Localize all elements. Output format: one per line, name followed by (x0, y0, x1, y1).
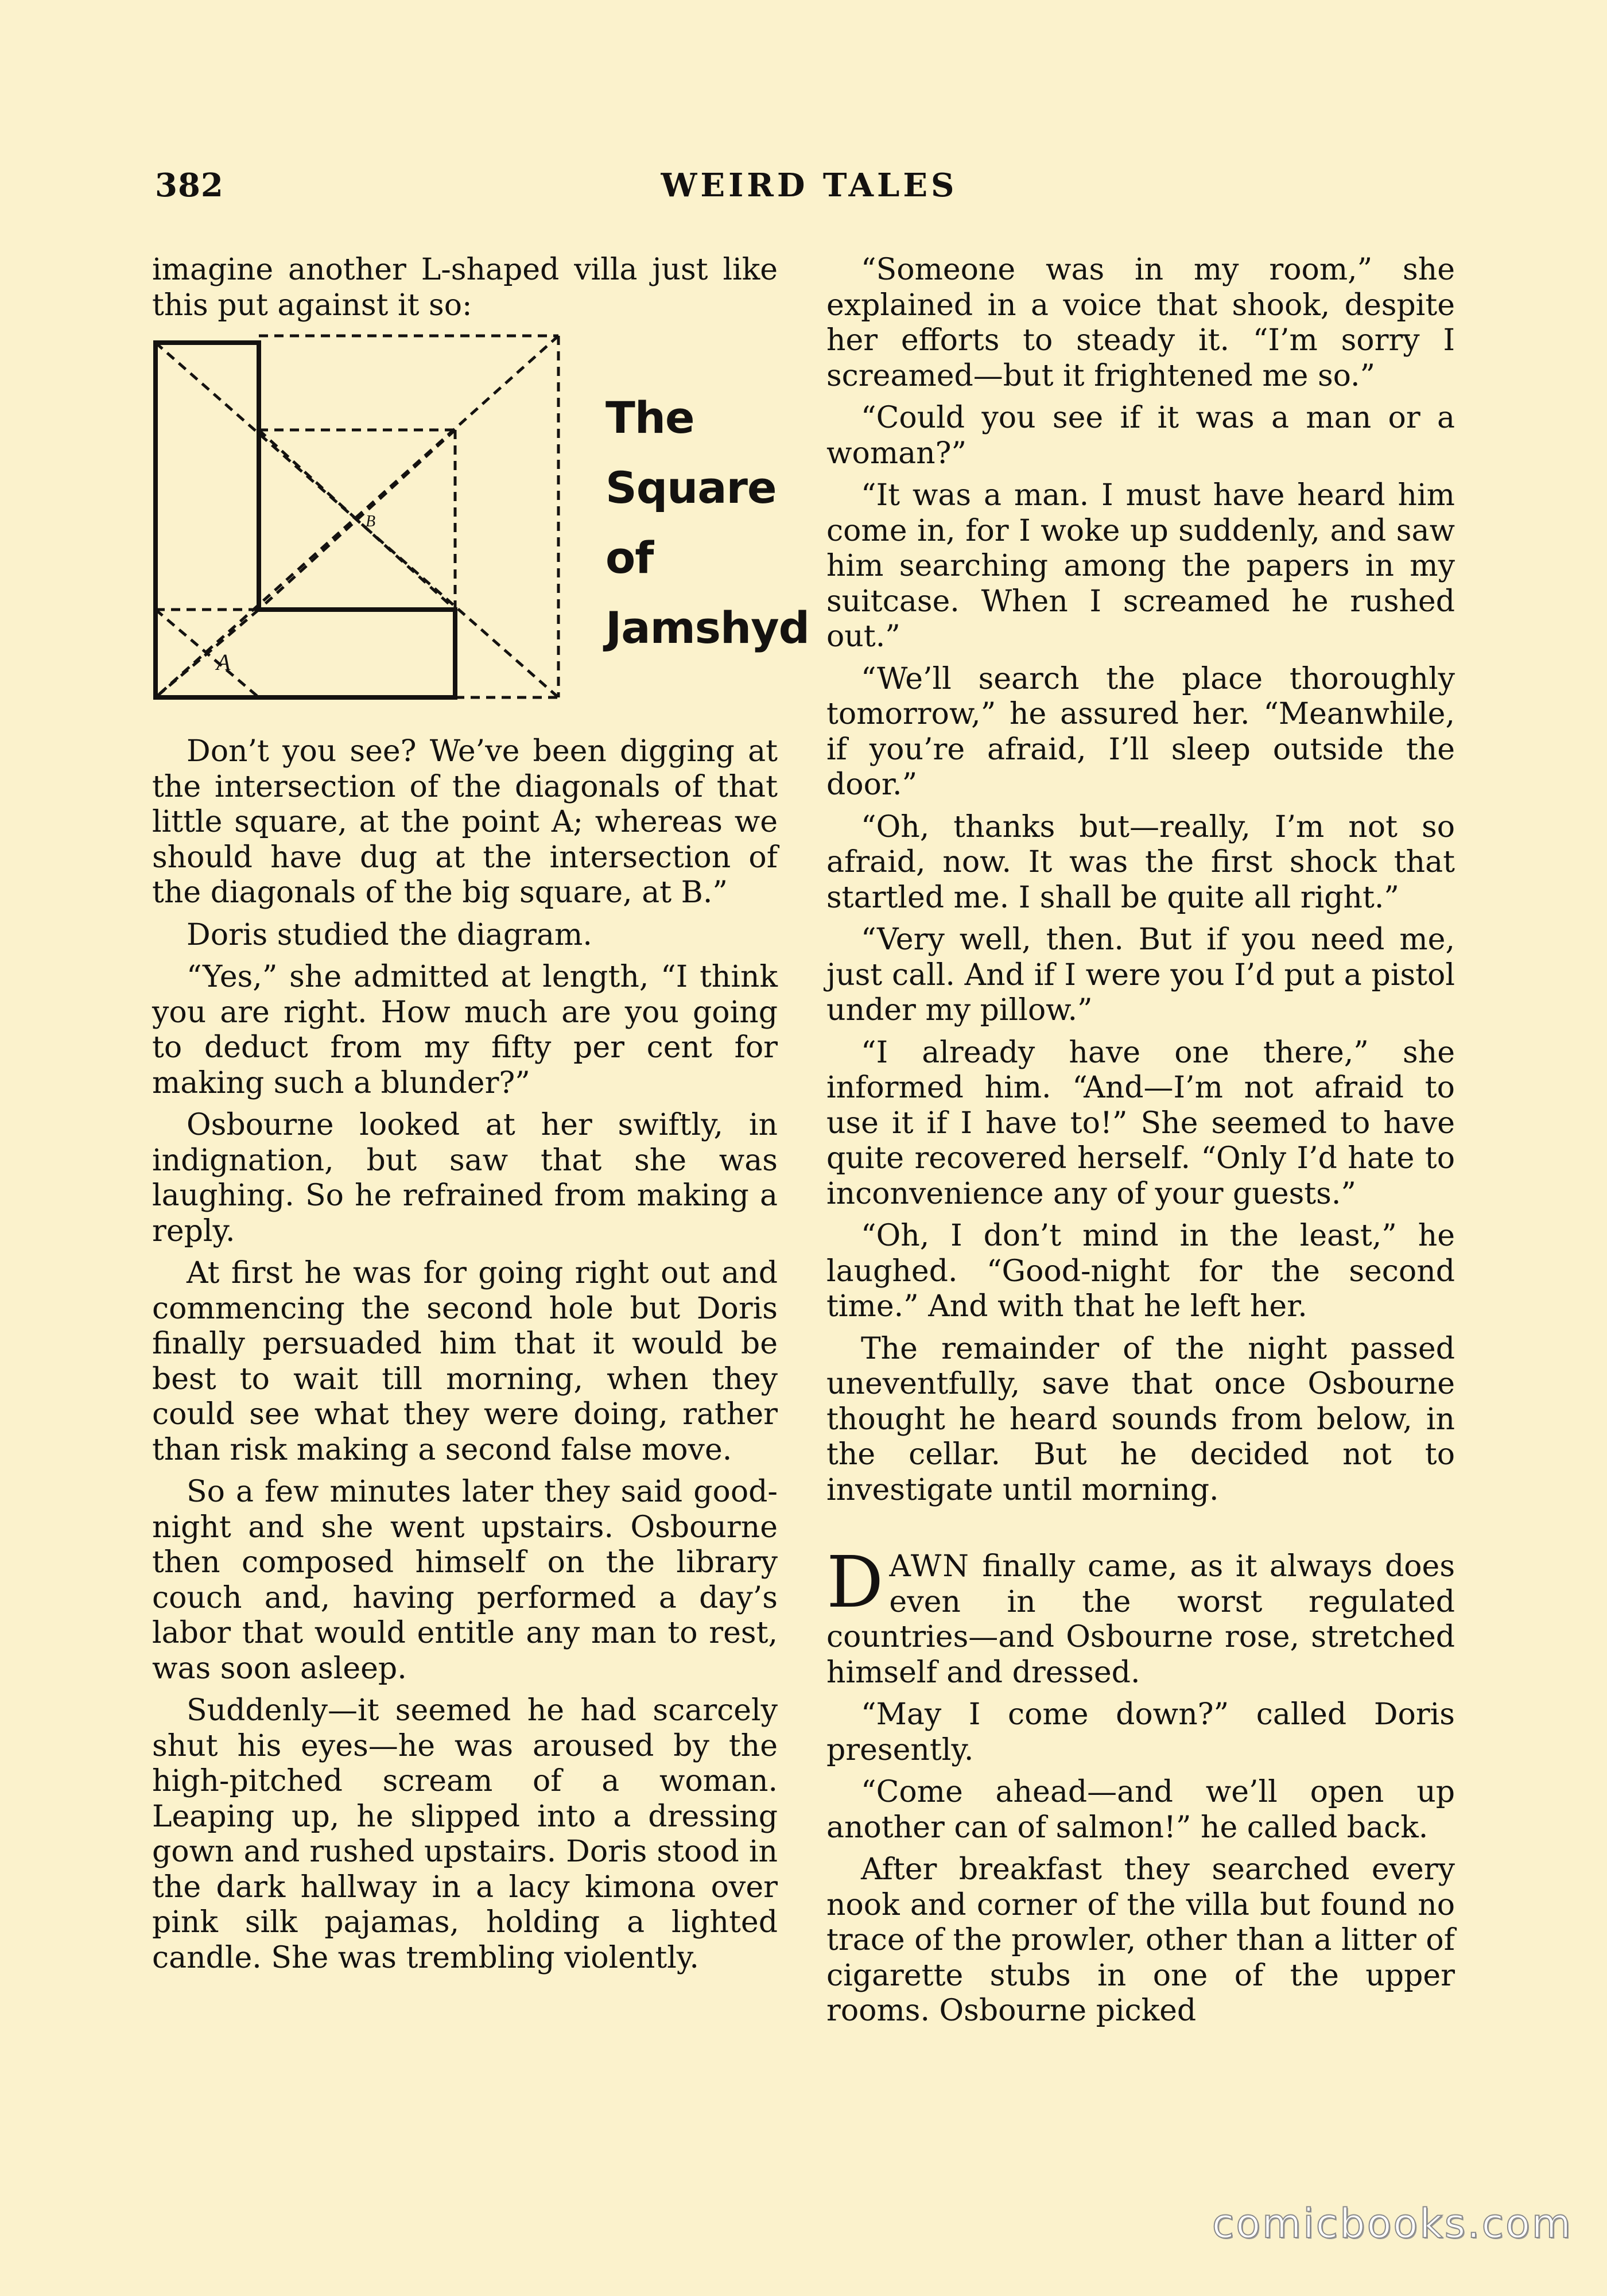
paragraph: “Could you see if it was a man or a woman?” (826, 401, 1455, 471)
figure-with-title (152, 331, 810, 722)
intro-paragraph: imagine another L-shaped villa just like this put against it so: (152, 253, 778, 323)
dropcap-smallcaps: AWN (889, 1549, 970, 1584)
right-column (826, 253, 1455, 2036)
paragraph: “I already have one there,” she informed him. “And—I’m not afraid to use it if I have to!” She seemed to have quite recovered herself. “Only I’d hate to inconvenience any of your guests.” (826, 1035, 1455, 1211)
paragraph: Osbourne looked at her swiftly, in indignation, but saw that she was laughing. So he refrained from making a reply. (152, 1108, 778, 1248)
paragraph: After breakfast they searched every nook and corner of the villa but found no trace of the prowler, other than a litter of cigarette stubs in one of the upper rooms. Osbourne picked (826, 1852, 1455, 2028)
paragraph: “Oh, I don’t mind in the least,” he laughed. “Good-night for the second time.” And with that he left her. (826, 1219, 1455, 1324)
square-diagram (152, 331, 565, 710)
paragraph: So a few minutes later they said good-night and she went upstairs. Osbourne then composed himself on the library couch and, having performed a day’s labor that would entitle any man to rest, was soon asleep. (152, 1475, 778, 1686)
paragraph: “Come ahead—and we’ll open up another can of salmon!” he called back. (826, 1775, 1455, 1845)
paragraph: The remainder of the night passed uneventfully, save that once Osbourne thought he heard sounds from below, in the cellar. But he decided not to investigate until morning. (826, 1331, 1455, 1507)
page-header (155, 166, 1464, 218)
watermark: comicbooks.com (1212, 2200, 1573, 2247)
paragraph: “May I come down?” called Doris presently. (826, 1697, 1455, 1767)
label-a: A (216, 649, 231, 675)
page-number: 382 (155, 166, 224, 204)
paragraph: “We’ll search the place thoroughly tomorrow,” he assured her. “Meanwhile, if you’re afraid, I’ll sleep outside the door.” (826, 661, 1455, 802)
paragraph: “It was a man. I must have heard him come in, for I woke up suddenly, and saw him searching among the papers in my suitcase. When I screamed he rushed out.” (826, 478, 1455, 654)
paragraph: Don’t you see? We’ve been digging at the intersection of the diagonals of that little square, at the point A; whereas we should have dug at the intersection of the diagonals of the big square, at B.” (152, 734, 778, 910)
drop-cap: D (826, 1541, 884, 1624)
story-title-line: Jamshyd (605, 602, 810, 653)
story-title-line: The (605, 392, 694, 443)
paragraph: Doris studied the diagram. (187, 917, 592, 952)
story-title-line: of (605, 532, 654, 583)
story-title-line: Square (605, 462, 777, 513)
dropcap-paragraph (826, 1541, 1455, 1690)
paragraph: “Yes,” she admitted at length, “I think you are right. How much are you going to deduct from my fifty per cent for making such a blunder?” (152, 960, 778, 1100)
paragraph: “Someone was in my room,” she explained in a voice that shook, despite her efforts to steady it. “I’m sorry I screamed—but it frightened me so.” (826, 253, 1455, 393)
paragraph: “Very well, then. But if you need me, just call. And if I were you I’d put a pistol under my pillow.” (826, 922, 1455, 1027)
section-break (826, 1515, 1455, 1549)
running-title: WEIRD TALES (661, 166, 958, 204)
paragraph: Suddenly—it seemed he had scarcely shut his eyes—he was aroused by the high-pitched scream of a woman. Leaping up, he slipped into a dressing gown and rushed upstairs. Doris stood in the dark hallway in a lacy kimona over pink silk pajamas, holding a lighted candle. She was trembling violently. (152, 1693, 778, 1975)
paragraph: “Oh, thanks but—really, I’m not so afraid, now. It was the first shock that startled me. I shall be quite all right.” (826, 809, 1455, 915)
story-title (605, 383, 809, 663)
paragraph: At first he was for going right out and commencing the second hole but Doris finally persuaded him that it would be best to wait till morning, when they could see what they were doing, rather than risk making a second false move. (152, 1256, 778, 1467)
dropcap-rest: finally came, as it always does even in the worst regulated countries—and Osbourne rose, stretched himself and dressed. (826, 1549, 1455, 1690)
left-column (152, 253, 810, 1983)
label-b: B (366, 513, 376, 530)
l-shaped-villa-outline (156, 343, 455, 697)
